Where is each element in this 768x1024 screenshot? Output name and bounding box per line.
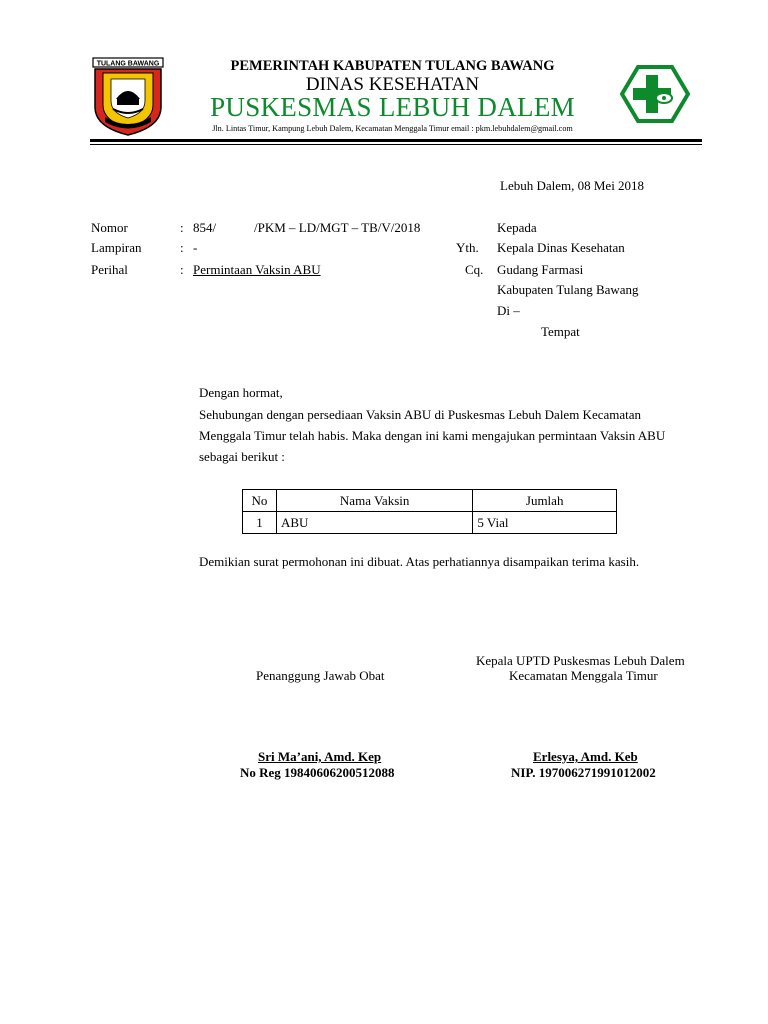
body-paragraph-line3: sebagai berikut :: [199, 449, 285, 464]
right-signer-id: NIP. 197006271991012002: [511, 765, 656, 780]
nomor-separator: :: [180, 220, 184, 235]
regency-logo-label: TULANG BAWANG: [96, 60, 160, 68]
recipient-line2: Gudang Farmasi: [497, 262, 584, 277]
lampiran-label: Lampiran: [91, 240, 142, 255]
recipient-line1: Kepala Dinas Kesehatan: [497, 240, 625, 255]
nomor-value: 854/: [193, 220, 217, 235]
cell-nama-vaksin: ABU: [276, 512, 472, 534]
header-jumlah: Jumlah: [473, 490, 617, 512]
regency-logo: [89, 55, 167, 137]
recipient-line4: Di –: [497, 303, 520, 318]
letterhead-divider-thick: [90, 139, 702, 142]
recipient-line5: Tempat: [541, 324, 580, 339]
left-signer-name: Sri Ma’ani, Amd. Kep: [258, 749, 382, 764]
letterhead-institution: PUSKESMAS LEBUH DALEM: [210, 92, 575, 122]
recipient-kepada: Kepada: [497, 220, 537, 235]
header-no: No: [243, 490, 277, 512]
vaccine-table: [242, 489, 617, 534]
left-signer-role: Penanggung Jawab Obat: [256, 668, 385, 683]
letterhead-department: DINAS KESEHATAN: [305, 74, 480, 95]
right-signer-name: Erlesya, Amd. Keb: [533, 749, 638, 764]
perihal-value: Permintaan Vaksin ABU: [193, 262, 321, 277]
body-paragraph-line1: Sehubungan dengan persediaan Vaksin ABU di Puskesmas Lebuh Dalem Kecamatan: [199, 407, 642, 422]
nomor-suffix: /PKM – LD/MGT – TB/V/2018: [254, 220, 421, 235]
perihal-separator: :: [180, 262, 184, 277]
recipient-yth: Yth.: [456, 240, 479, 255]
letterhead-address: Jln. Lintas Timur, Kampung Lebuh Dalem, Kecamatan Menggala Timur email : pkm.lebuhdalem@gmail.com: [212, 124, 573, 133]
body-paragraph-line2: Menggala Timur telah habis. Maka dengan ini kami mengajukan permintaan Vaksin ABU: [199, 428, 666, 443]
cell-no: 1: [243, 512, 277, 534]
table-header-row: [243, 490, 617, 512]
lampiran-value: -: [193, 240, 198, 255]
recipient-cq: Cq.: [465, 262, 484, 277]
greeting: Dengan hormat,: [199, 385, 283, 400]
closing-sentence: Demikian surat permohonan ini dibuat. Atas perhatiannya disampaikan terima kasih.: [199, 554, 640, 569]
lampiran-separator: :: [180, 240, 184, 255]
puskesmas-cross-logo: [620, 65, 690, 123]
table-row: [243, 512, 617, 534]
right-signer-role2: Kecamatan Menggala Timur: [509, 668, 658, 683]
letterhead-government: PEMERINTAH KABUPATEN TULANG BAWANG: [230, 58, 555, 74]
header-nama-vaksin: Nama Vaksin: [276, 490, 472, 512]
cell-jumlah: 5 Vial: [473, 512, 617, 534]
letterhead-divider-thin: [90, 144, 702, 145]
right-signer-role1: Kepala UPTD Puskesmas Lebuh Dalem: [476, 653, 685, 668]
letter-date: Lebuh Dalem, 08 Mei 2018: [500, 178, 645, 193]
recipient-line3: Kabupaten Tulang Bawang: [497, 282, 639, 297]
perihal-label: Perihal: [91, 262, 128, 277]
left-signer-id: No Reg 19840606200512088: [240, 765, 395, 780]
nomor-label: Nomor: [91, 220, 128, 235]
